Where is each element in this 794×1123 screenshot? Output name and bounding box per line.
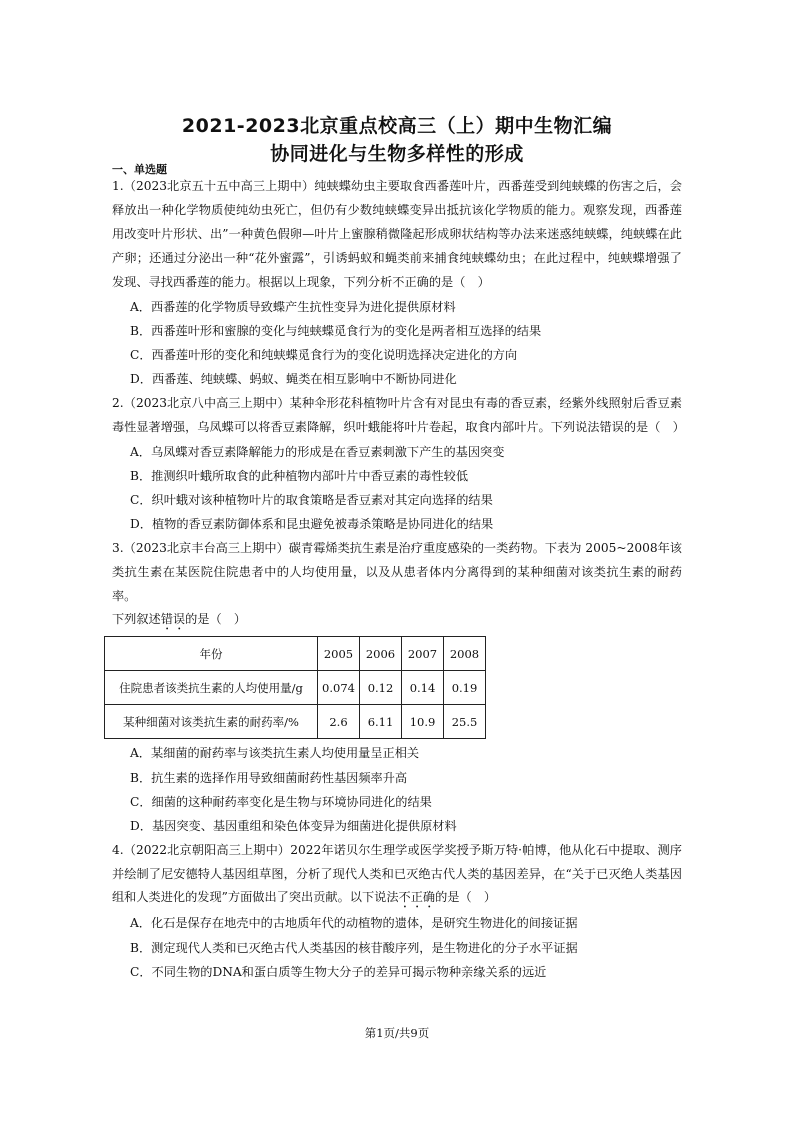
question-3-option-b[interactable]: B．抗生素的选择作用导致细菌耐药性基因频率升高 xyxy=(130,770,408,785)
question-3-lead xyxy=(112,612,246,626)
question-4-stem-text: 4.（2022北京朝阳高三上期中）2022年诺贝尔生理学或医学奖授予斯万特·帕博，他从化石中提取、测序并绘制了尼安德特人基因组草图，分析了现代人类和已灭绝古代人类的基因差异，在“关于已灭绝人类基因组和人类进化的发现”方面做出了突出贡献。以下说法 xyxy=(112,842,682,905)
question-3-stem: 3.（2023北京丰台高三上期中）碳青霉烯类抗生素是治疗重度感染的一类药物。下表为 2005~2008年该类抗生素在某医院住院患者中的人均使用量，以及从患者体内分离得到的某种细菌对该类抗生素的耐药率。 xyxy=(112,540,682,603)
question-1-option-d[interactable]: D．西番莲、纯蛱蝶、蚂蚁、蝇类在相互影响中不断协同进化 xyxy=(130,372,457,387)
question-1-option-a[interactable]: A．西番莲的化学物质导致蝶产生抗性变异为进化提供原材料 xyxy=(130,299,456,314)
table-header-cell: 2008 xyxy=(444,637,486,671)
table-cell: 住院患者该类抗生素的人均使用量/g xyxy=(105,671,318,705)
question-1 xyxy=(112,175,682,295)
question-1-option-b[interactable]: B．西番莲叶形和蜜腺的变化与纯蛱蝶觅食行为的变化是两者相互选择的结果 xyxy=(130,323,542,338)
question-1-option-c[interactable]: C．西番莲叶形的变化和纯蛱蝶觅食行为的变化说明选择决定进化的方向 xyxy=(130,348,518,363)
question-2-option-d[interactable]: D．植物的香豆素防御体系和昆虫避免被毒杀策略是协同进化的结果 xyxy=(130,517,494,532)
question-2-stem: 2.（2023北京八中高三上期中）某种伞形花科植物叶片含有对昆虫有毒的香豆素，经紫外线照射后香豆素毒性显著增强，乌凤蝶可以将香豆素降解，织叶蛾能将叶片卷起，取食内部叶片。下列说法错误的是（ ） xyxy=(112,395,685,434)
table-cell: 0.074 xyxy=(318,671,360,705)
question-3-option-d[interactable]: D．基因突变、基因重组和染色体变异为细菌进化提供原材料 xyxy=(130,819,457,834)
table-row xyxy=(105,705,486,739)
table-header-cell: 2006 xyxy=(360,637,402,671)
question-2-option-a[interactable]: A．乌凤蝶对香豆素降解能力的形成是在香豆素刺激下产生的基因突变 xyxy=(130,444,505,459)
document-subtitle: 协同进化与生物多样性的形成 xyxy=(270,143,524,165)
question-3-lead-text: 下列叙述 xyxy=(112,612,161,627)
table-row xyxy=(105,671,486,705)
question-4-stem xyxy=(112,839,682,912)
table-cell: 0.19 xyxy=(444,671,486,705)
question-2-option-c[interactable]: C．织叶蛾对该种植物叶片的取食策略是香豆素对其定向选择的结果 xyxy=(130,493,493,508)
table-cell: 某种细菌对该类抗生素的耐药率/% xyxy=(105,705,318,739)
section-heading: 一、单选题 xyxy=(112,163,167,176)
table-header-row xyxy=(105,637,486,671)
question-3-lead-end: 的是（ ） xyxy=(185,612,247,627)
table-header-cell: 2007 xyxy=(402,637,444,671)
question-3-emphasis: 错误 xyxy=(160,612,186,627)
question-4-stem-end: 的是（ ） xyxy=(435,890,497,905)
data-table xyxy=(104,636,486,739)
document-title: 2021-2023北京重点校高三（上）期中生物汇编 xyxy=(181,115,613,137)
question-4-option-c[interactable]: C．不同生物的DNA和蛋白质等生物大分子的差异可揭示物种亲缘关系的远近 xyxy=(130,965,547,980)
table-cell: 25.5 xyxy=(444,705,486,739)
question-1-stem: 1.（2023北京五十五中高三上期中）纯蛱蝶幼虫主要取食西番莲叶片，西番莲受到纯蛱蝶的伤害之后，会释放出一种化学物质使纯幼虫死亡，但仍有少数纯蛱蝶变异出抵抗该化学物质的能力。观察发现，西番莲用改变叶片形状、出”一种黄色假卵—叶片上蜜腺稍微隆起形成卵状结构等办法来迷惑纯蛱蝶，纯蛱蝶在此产卵；还通过分泌出一种“花外蜜露”，引诱蚂蚁和蝇类前来捕食纯蛱蝶幼虫；在此过程中，纯蛱蝶增强了发现、寻找西番莲的能力。根据以上现象，下列分析不正确的是（ ） xyxy=(112,179,682,289)
table-header-cell: 2005 xyxy=(318,637,360,671)
table-cell: 10.9 xyxy=(402,705,444,739)
question-list xyxy=(112,175,685,984)
table-cell: 6.11 xyxy=(360,705,402,739)
question-4-option-b[interactable]: B．测定现代人类和已灭绝古代人类基因的核苷酸序列，是生物进化的分子水平证据 xyxy=(130,940,578,955)
question-4-option-a[interactable]: A．化石是保存在地壳中的古地质年代的动植物的遗体，是研究生物进化的间接证据 xyxy=(130,916,578,931)
table-cell: 0.14 xyxy=(402,671,444,705)
question-2 xyxy=(112,392,685,440)
table-cell: 2.6 xyxy=(318,705,360,739)
table-header-cell: 年份 xyxy=(105,637,318,671)
question-3-option-c[interactable]: C．细菌的这种耐药率变化是生物与环境协同进化的结果 xyxy=(130,795,432,810)
question-4 xyxy=(112,839,682,912)
question-3 xyxy=(112,537,682,634)
question-4-emphasis: 不正确 xyxy=(398,890,436,905)
table-cell: 0.12 xyxy=(360,671,402,705)
question-3-option-a[interactable]: A．某细菌的耐药率与该类抗生素人均使用量呈正相关 xyxy=(130,746,420,761)
page-number: 第1页/共9页 xyxy=(364,1026,430,1040)
question-2-option-b[interactable]: B．推测织叶蛾所取食的此种植物内部叶片中香豆素的毒性较低 xyxy=(130,468,469,483)
